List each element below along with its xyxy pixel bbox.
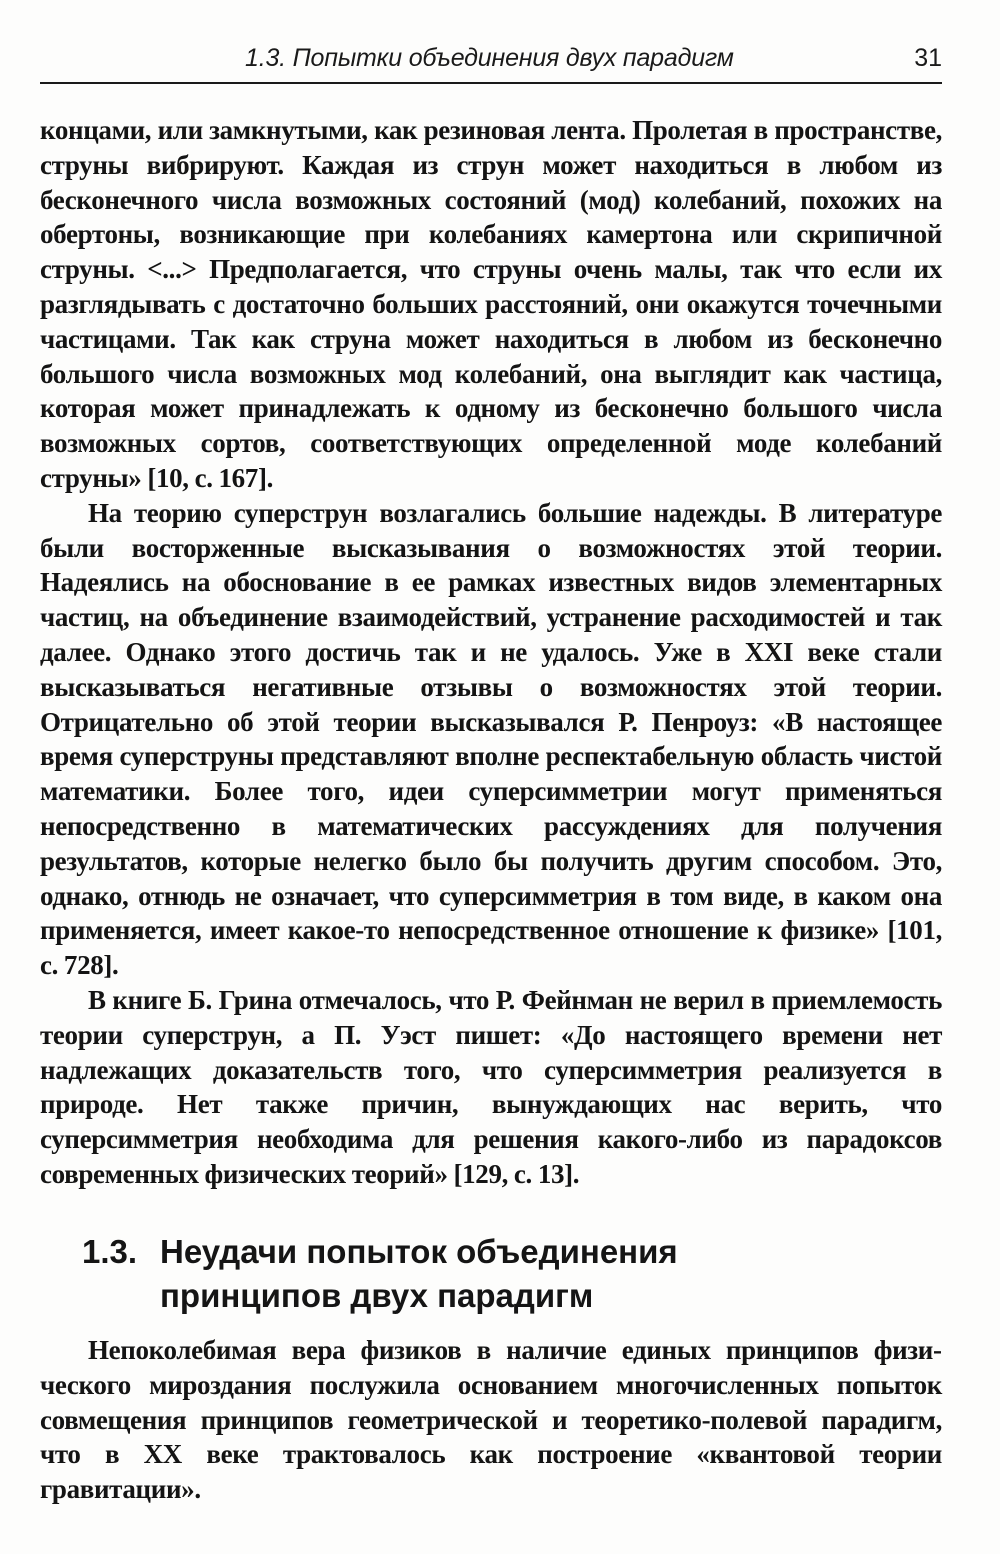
section-title-line1: Неудачи попыток объединения	[160, 1233, 678, 1270]
paragraph-superstring-hopes: На теорию суперструн возлагались большие надежды. В литературе были восторженные высказывания о возможностях этой теории. Надеялись на обоснование в ее рамках известных видов элементарных частиц, на объединение взаимодействий, устранение расходимостей и так далее. Однако этого достичь так и не удалось. Уже в XXI веке стали высказываться негативные отзывы о возможностях этой теории. Отрицательно об этой теории высказывался Р. Пенроуз: «В настоящее время суперструны представляют вполне респектабельную область чистой математики. Более того, идеи суперсимметрии могут применяться непосредственно в математических рассуждениях для получения результатов, которые нелегко было бы получить другим способом. Это, однако, отнюдь не означает, что суперсимметрия в том виде, в каком она применяется, имеет какое-то непосредственное отношение к физике» [101, с. 728].	[40, 497, 942, 981]
section-heading	[82, 1230, 902, 1318]
page-number: 31	[914, 44, 942, 72]
section-title-line2: принципов двух парадигм	[160, 1277, 594, 1314]
section-number: 1.3.	[82, 1233, 138, 1270]
main-text-block	[40, 113, 942, 1192]
section-text-block	[40, 1333, 942, 1507]
paragraph-section-intro: Непоколебимая вера физиков в наличие единых принципов физического мироздания послужила основанием многочисленных попыток совмещения принципов геометрической и теоретико-полевой парадигм, что в XX веке трактовалось как построение «квантовой теории гравитации».	[40, 1335, 942, 1505]
paragraph-continuation: концами, или замкнутыми, как резиновая лента. Пролетая в пространстве, струны вибрируют. Каждая из струн может находиться в любом из бесконечного числа возможных состояний (мод) колебаний, похожих на обертоны, возникающие при колебаниях камертона или скрипичной струны. <...> Предполагается, что струны очень малы, так что если их разглядывать с достаточно больших расстояний, они окажутся точечными частицами. Так как струна может находиться в любом из бесконечно большого числа возможных мод колебаний, она выглядит как частица, которая может принадлежать к одному из бесконечно большого числа возможных сортов, соответствующих определенной моде колебаний струны» [10, с. 167].	[40, 115, 942, 493]
running-title: 1.3. Попытки объединения двух парадигм	[245, 44, 734, 72]
paragraph-greene-west: В книге Б. Грина отмечалось, что Р. Фейнман не верил в приемлемость теории суперструн, а П. Уэст пишет: «До настоящего времени нет надлежащих доказательств того, что суперсимметрия реализуется в природе. Нет также причин, вынуждающих нас верить, что суперсимметрия необходима для решения какого-либо из парадоксов современных физических теорий» [129, с. 13].	[40, 984, 942, 1189]
running-header	[40, 40, 942, 84]
